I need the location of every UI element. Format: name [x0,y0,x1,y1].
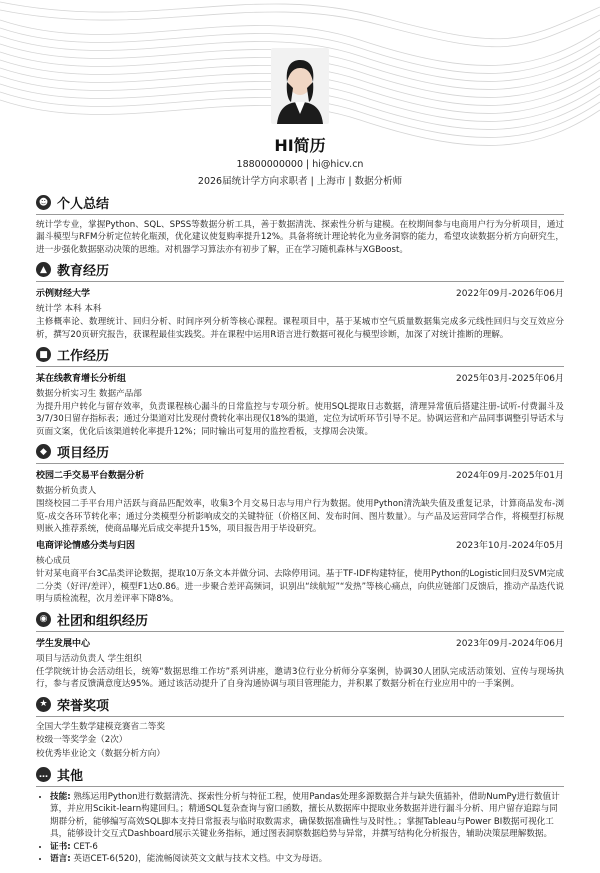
profile-photo [271,48,329,124]
org-role: 项目与活动负责人 学生组织 [36,653,142,664]
other-item-label: 语言: [50,854,71,865]
section-title: 社团和组织经历 [57,613,149,629]
org-name: 学生发展中心 [36,638,91,649]
section-title: 教育经历 [57,264,110,280]
work-description: 为提升用户转化与留存效率，负责课程核心漏斗的日常监控与专项分析。使用SQL提取日志数据，清理异常值后搭建注册-试听-付费漏斗及3/7/30日留存指标表；通过分渠道对比发现付费转化率出现仅18%的渠道，定位为试听环节引导不足。协调运营和产品同事调整引导话术与页面文案，优化后该渠道转化率提升12%；同时输出可复用的监控看板，支撑周会决策。 [36,402,565,437]
section-divider [36,281,564,282]
job-intent-line: 2026届统计学方向求职者 | 上海市 | 数据分析师 [197,176,403,187]
candidate-name: HI简历 [274,136,326,155]
section-org-header [36,610,564,629]
project-date: 2024年09月-2025年01月 [456,471,564,482]
section-other-header [36,765,564,784]
project-entry-header [36,538,564,551]
project-name: 电商评论情感分类与归因 [36,541,136,552]
section-work-header [36,345,564,364]
org-entry-header [36,636,564,649]
other-item-languages [50,853,564,865]
company-name: 某在线教育增长分析组 [36,374,127,385]
contact-line: 18800000000 | hi@hicv.cn [236,159,364,170]
summary-text: 统计学专业，掌握Python、SQL、SPSS等数据分析工具，善于数据清洗、探索性分析与建模。在校期间参与电商用户行为分析项目，通过漏斗模型与RFM分析定位转化瓶颈，优化建议使复购率提升12%。具备将统计理论转化为业务洞察的能力，希望攻读数据分析方向研究生，进一步强化数据驱动决策的思维。对机器学习算法亦有初步了解，正在学习随机森林与XGBoost。 [36,220,564,255]
other-item-skills [50,791,564,841]
school-name: 示例财经大学 [36,289,91,300]
section-summary-header [36,193,564,212]
other-item-text: 熟练运用Python进行数据清洗、探索性分析与特征工程，使用Pandas处理多源数据合并与缺失值插补，借助NumPy进行数值计算，并应用Scikit-learn构建回归。；精通SQL复杂查询与窗口函数，擅长从数据库中提取业务数据并进行漏斗分析、用户留存追踪与同期群分析，能够编写高效SQL脚本支持日常报表与临时取数需求，确保数据准确性与及时性。；掌握Tableau与Power BI数据可视化工具，能够设计交互式Dashboard展示关键业务指标，通过图表洞察数据趋势与异常，并撰写结构化分析报告，辅助决策层理解数据。 [50,792,560,840]
other-list [36,791,564,865]
section-title: 其他 [57,769,84,784]
section-divider [36,463,564,464]
group-icon: ◉ [36,612,51,627]
project-role: 核心成员 [36,556,71,567]
project-name: 校园二手交易平台数据分析 [36,471,145,482]
section-education-header [36,260,564,279]
section-divider [36,214,564,215]
work-entry-header [36,371,564,384]
award-item: 校级一等奖学金（2次） [36,735,128,745]
award-item: 校优秀毕业论文（数据分析方向） [36,748,165,759]
other-item-label: 技能: [50,792,71,802]
work-role: 数据分析实习生 数据产品部 [36,389,142,400]
education-description: 主修概率论、数理统计、回归分析、时间序列分析等核心课程。课程项目中，基于某城市空气质量数据集完成多元线性回归与交互效应分析，撰写20页研究报告，获课程最佳实践奖。并在课程中运用R语言进行数据可视化与模型诊断，加深了对统计推断的理解。 [36,317,564,340]
section-title: 项目经历 [57,446,110,462]
info-icon: … [36,767,51,782]
other-item-certificates [50,841,564,853]
other-item-text: CET-6 [73,841,98,852]
org-date: 2023年09月-2024年06月 [456,638,564,649]
section-title: 工作经历 [57,349,110,365]
education-entry-header [36,286,564,299]
education-degree: 统计学 本科 本科 [36,304,102,315]
section-title: 荣誉奖项 [57,698,110,714]
award-item: 全国大学生数学建模竞赛省二等奖 [36,721,165,732]
resume-content [36,190,564,865]
graduation-cap-icon: ▲ [36,262,51,277]
briefcase-icon: ■ [36,347,51,362]
project-description: 围绕校园二手平台用户活跃与商品匹配效率，收集3个月交易日志与用户行为数据。使用Python清洗缺失值及重复记录，计算商品发布-浏览-成交各环节转化率；通过分类模型分析影响成交的关键特征（价格区间、发布时间、图片数量）。与产品及运营同学合作，将模型打标规则嵌入推荐系统，使商品曝光后成交率提升15%，项目报告用于毕设研究。 [36,499,564,535]
project-date: 2023年10月-2024年05月 [456,541,564,552]
other-item-label: 证书: [50,841,71,852]
user-icon: ☻ [36,195,51,210]
org-description: 任学院统计协会活动组长，统筹“数据思维工作坊”系列讲座，邀请3位行业分析师分享案例，协调30人团队完成活动策划、宣传与现场执行，参与者反馈满意度达95%。通过该活动提升了自身沟通协调与项目管理能力，并积累了数据分析在行业应用中的一手案例。 [36,666,564,690]
project-icon: ◆ [36,444,51,459]
work-date: 2025年03月-2025年06月 [456,374,564,385]
section-divider [36,631,564,632]
project-role: 数据分析负责人 [36,486,97,497]
project-description: 针对某电商平台3C品类评论数据，提取10万条文本并做分词、去除停用词。基于TF-IDF构建特征，使用Python的Logistic回归及SVM完成二分类（好评/差评），模型F1达0.86。进一步聚合差评高频词，识别出“续航短”“发热”等核心痛点，向供应链部门反馈后，推动产品迭代说明与质检流程，次月差评率下降8%。 [36,569,564,605]
section-projects-header [36,442,564,461]
section-divider [36,716,564,717]
project-entry-header [36,468,564,481]
other-item-text: 英语CET-6(520)，能流畅阅读英文文献与技术文档。中文为母语。 [73,854,328,865]
section-awards-header [36,695,564,714]
education-date: 2022年09月-2026年06月 [456,289,564,300]
section-divider [36,786,564,787]
trophy-icon: ★ [36,697,51,712]
section-title: 个人总结 [57,197,110,212]
section-divider [36,366,564,367]
